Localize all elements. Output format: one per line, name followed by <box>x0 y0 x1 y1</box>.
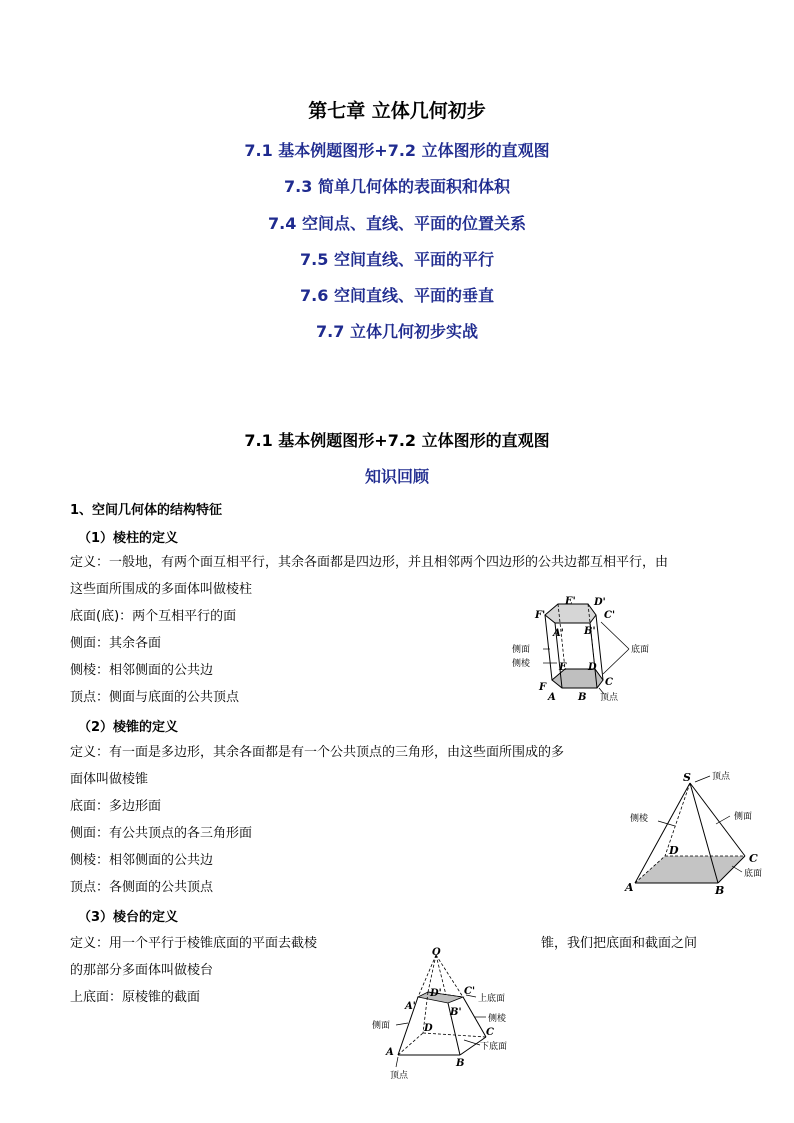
prism-label-f1: F' <box>535 610 546 621</box>
section-title: 7.1 基本例题图形+7.2 立体图形的直观图 <box>244 431 550 450</box>
pyramid-def-line2: 面体叫做棱锥 <box>70 772 149 787</box>
pyramid-def-line1: 定义：有一面是多边形，其余各面都是有一个公共顶点的三角形，由这些面所围成的多 <box>70 745 565 760</box>
frustum-label-b1: B' <box>450 1007 462 1018</box>
frustum-lower-label: 下底面 <box>480 1042 508 1052</box>
pyramid-heading: （2）棱锥的定义 <box>78 720 179 735</box>
prism-def-line1: 定义：一般地，有两个面互相平行，其余各面都是四边形，并且相邻两个四边形的公共边都互相平行，由 <box>70 555 669 570</box>
toc-item-7-3[interactable]: 7.3 简单几何体的表面积和体积 <box>284 177 510 196</box>
pyramid-base-shade <box>635 856 745 883</box>
frustum-label-a1: A' <box>405 1001 416 1012</box>
prism-label-f: F <box>539 682 547 693</box>
prism-edge: 侧棱：相邻侧面的公共边 <box>70 663 214 678</box>
structure-heading: 1、空间几何体的结构特征 <box>70 503 223 518</box>
toc-item-7-5[interactable]: 7.5 空间直线、平面的平行 <box>300 250 494 269</box>
review-heading: 知识回顾 <box>364 467 429 486</box>
frustum-def-line2: 的那部分多面体叫做棱台 <box>70 963 214 978</box>
prism-figure <box>505 594 665 706</box>
pyramid-figure <box>620 766 770 898</box>
prism-vertex: 顶点：侧面与底面的公共顶点 <box>70 690 240 705</box>
pyramid-side-label: 侧面 <box>734 812 753 822</box>
frustum-upper: 上底面：原棱锥的截面 <box>70 990 201 1005</box>
prism-def-line2: 这些面所围成的多面体叫做棱柱 <box>70 582 253 597</box>
toc-item-7-6[interactable]: 7.6 空间直线、平面的垂直 <box>300 286 494 305</box>
pyramid-edge-label: 侧棱 <box>630 814 649 824</box>
frustum-label-c: C <box>486 1027 494 1038</box>
prism-label-e: E <box>559 662 567 673</box>
prism-label-c1: C' <box>604 610 616 621</box>
pyramid-base: 底面：多边形面 <box>70 799 162 814</box>
frustum-edge-label: 侧棱 <box>488 1014 507 1024</box>
frustum-label-d: D <box>424 1023 433 1034</box>
frustum-vertex-label: 顶点 <box>390 1071 409 1081</box>
frustum-label-o: O <box>432 947 441 958</box>
toc-item-7-1[interactable]: 7.1 基本例题图形+7.2 立体图形的直观图 <box>244 141 550 160</box>
pyramid-base-label: 底面 <box>744 869 763 879</box>
pyramid-label-s: S <box>683 771 691 784</box>
prism-label-b: B <box>578 692 587 703</box>
frustum-figure <box>368 945 528 1085</box>
pyramid-label-c: C <box>749 852 758 865</box>
prism-label-d: D <box>588 662 597 673</box>
frustum-upper-label: 上底面 <box>478 994 506 1004</box>
prism-side-label: 侧面 <box>512 645 531 655</box>
toc-item-7-4[interactable]: 7.4 空间点、直线、平面的位置关系 <box>268 214 526 233</box>
pyramid-label-d: D <box>669 844 679 857</box>
prism-label-c: C <box>605 677 613 688</box>
frustum-def-line1b: 锥，我们把底面和截面之间 <box>541 936 698 951</box>
chapter-title: 第七章 立体几何初步 <box>308 100 486 122</box>
pyramid-vertex-label: 顶点 <box>712 772 731 782</box>
prism-side: 侧面：其余各面 <box>70 636 162 651</box>
prism-label-e1: E' <box>565 596 576 607</box>
frustum-def-line1a: 定义：用一个平行于棱锥底面的平面去截棱 <box>70 936 318 951</box>
frustum-label-a: A <box>386 1047 394 1058</box>
prism-heading: （1）棱柱的定义 <box>78 531 179 546</box>
toc-item-7-7[interactable]: 7.7 立体几何初步实战 <box>316 322 478 341</box>
prism-label-a: A <box>548 692 556 703</box>
prism-label-d1: D' <box>594 597 606 608</box>
frustum-label-d1: D' <box>430 988 442 999</box>
prism-label-a1: A' <box>553 628 564 639</box>
prism-label-b1: B' <box>584 626 596 637</box>
pyramid-side: 侧面：有公共顶点的各三角形面 <box>70 826 253 841</box>
pyramid-vertex: 顶点：各侧面的公共顶点 <box>70 880 214 895</box>
prism-vertex-label: 顶点 <box>600 693 619 703</box>
prism-edge-label: 侧棱 <box>512 659 531 669</box>
prism-base-label: 底面 <box>631 645 650 655</box>
frustum-side-label: 侧面 <box>372 1021 391 1031</box>
frustum-label-c1: C' <box>464 986 476 997</box>
frustum-label-b: B <box>456 1058 465 1069</box>
pyramid-edge: 侧棱：相邻侧面的公共边 <box>70 853 214 868</box>
frustum-heading: （3）棱台的定义 <box>78 910 179 925</box>
prism-base: 底面(底)：两个互相平行的面 <box>70 609 237 624</box>
pyramid-label-a: A <box>625 881 634 894</box>
pyramid-label-b: B <box>715 884 725 897</box>
